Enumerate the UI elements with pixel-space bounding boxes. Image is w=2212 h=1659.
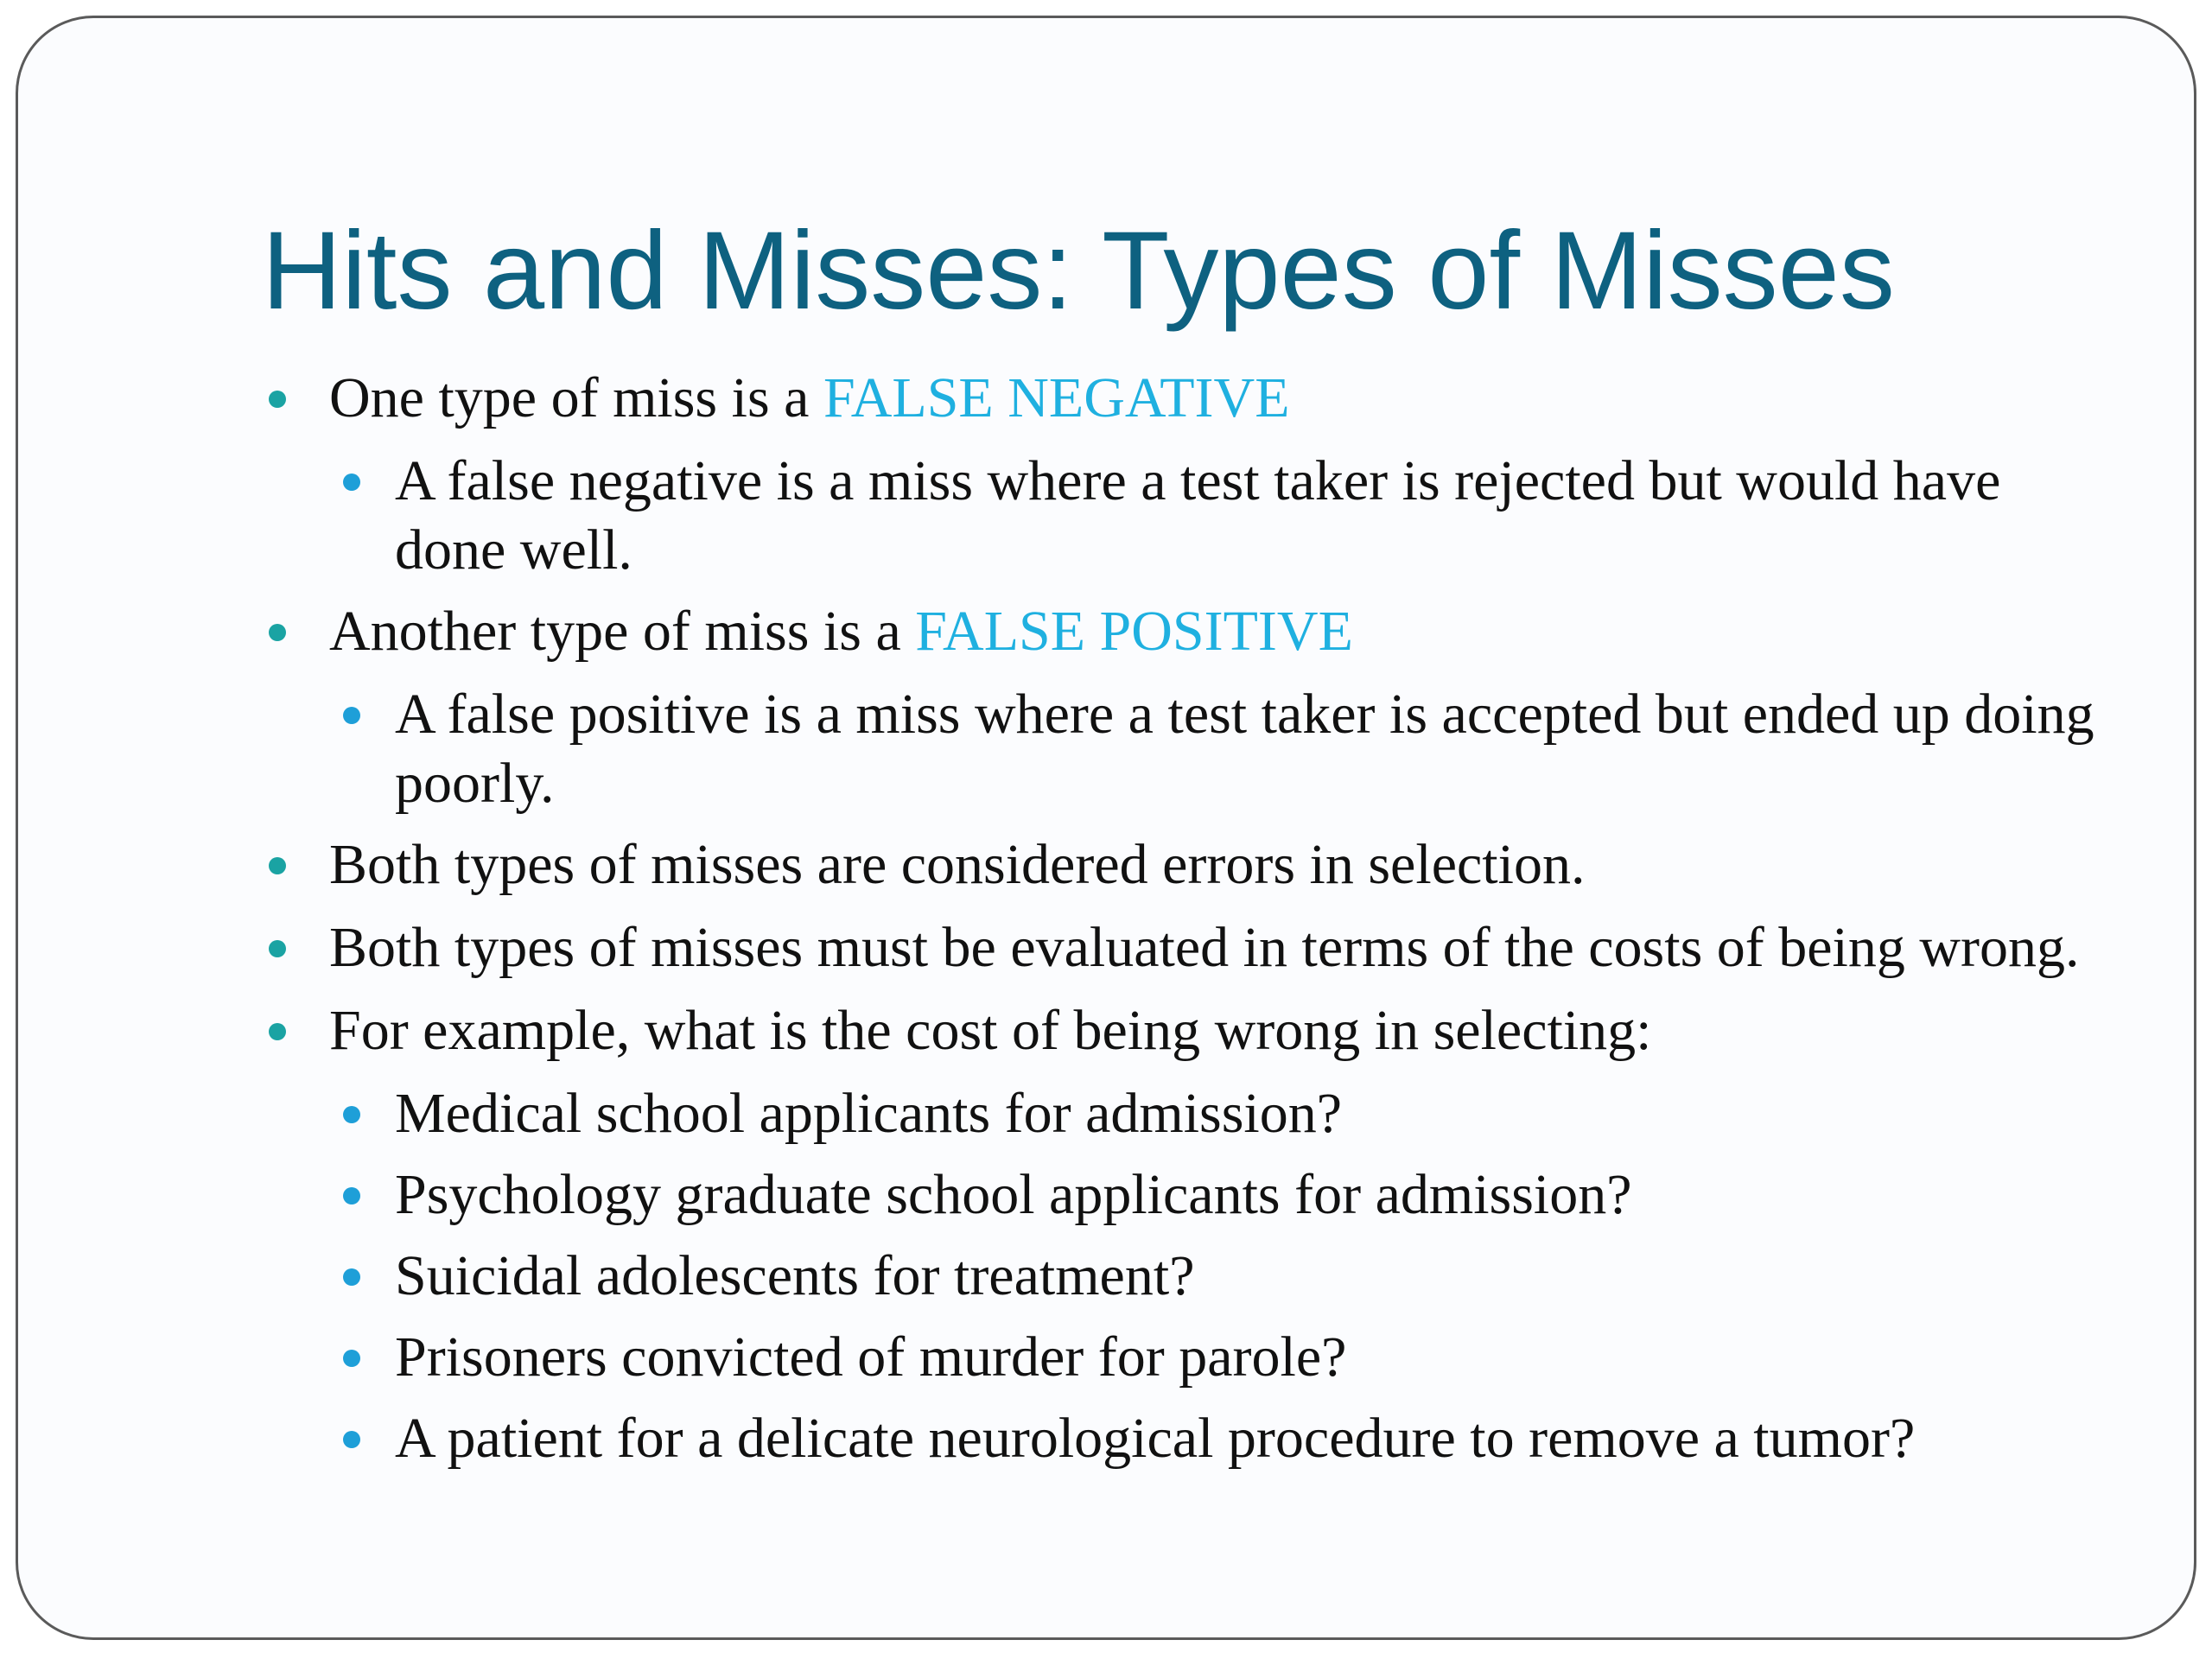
bullet-text: A false positive is a miss where a test taker is accepted but ended up doing poorly. — [395, 683, 2094, 815]
bullet-dot-icon — [269, 624, 286, 641]
list-item — [258, 996, 2125, 1065]
bullet-dot-icon — [343, 1187, 360, 1205]
list-item — [258, 913, 2125, 982]
bullet-list — [258, 364, 2125, 1485]
slide-frame — [16, 16, 2196, 1640]
bullet-dot-icon — [269, 1023, 286, 1040]
bullet-dot-icon — [343, 1268, 360, 1286]
bullet-dot-icon — [343, 474, 360, 491]
list-item — [258, 597, 2125, 666]
bullet-text: A patient for a delicate neurological procedure to remove a tumor? — [395, 1407, 1916, 1470]
bullet-highlight: FALSE NEGATIVE — [823, 366, 1290, 429]
list-item — [258, 680, 2125, 818]
bullet-text: Both types of misses are considered errors in selection. — [329, 833, 1586, 896]
bullet-text: Both types of misses must be evaluated in terms of the costs of being wrong. — [329, 916, 2080, 979]
list-item — [258, 364, 2125, 433]
bullet-dot-icon — [343, 1431, 360, 1448]
bullet-highlight: FALSE POSITIVE — [915, 600, 1353, 663]
list-item — [258, 1323, 2125, 1392]
bullet-dot-icon — [343, 1106, 360, 1123]
bullet-dot-icon — [343, 1350, 360, 1367]
bullet-text: A false negative is a miss where a test taker is rejected but would have done well. — [395, 449, 2001, 582]
bullet-text: Suicidal adolescents for treatment? — [395, 1244, 1195, 1307]
bullet-text: Medical school applicants for admission? — [395, 1082, 1343, 1145]
list-item — [258, 1404, 2125, 1473]
bullet-text: Prisoners convicted of murder for parole? — [395, 1325, 1347, 1389]
list-item — [258, 447, 2125, 585]
bullet-text: One type of miss is a — [329, 366, 823, 429]
list-item — [258, 1242, 2125, 1311]
list-item — [258, 1079, 2125, 1148]
bullet-text: For example, what is the cost of being wrong in selecting: — [329, 999, 1652, 1062]
bullet-dot-icon — [269, 857, 286, 874]
bullet-dot-icon — [343, 707, 360, 724]
bullet-dot-icon — [269, 391, 286, 408]
bullet-text: Psychology graduate school applicants for admission? — [395, 1163, 1632, 1226]
list-item — [258, 830, 2125, 899]
list-item — [258, 1160, 2125, 1230]
bullet-dot-icon — [269, 940, 286, 957]
slide-title: Hits and Misses: Types of Misses — [262, 209, 1895, 333]
bullet-text: Another type of miss is a — [329, 600, 916, 663]
